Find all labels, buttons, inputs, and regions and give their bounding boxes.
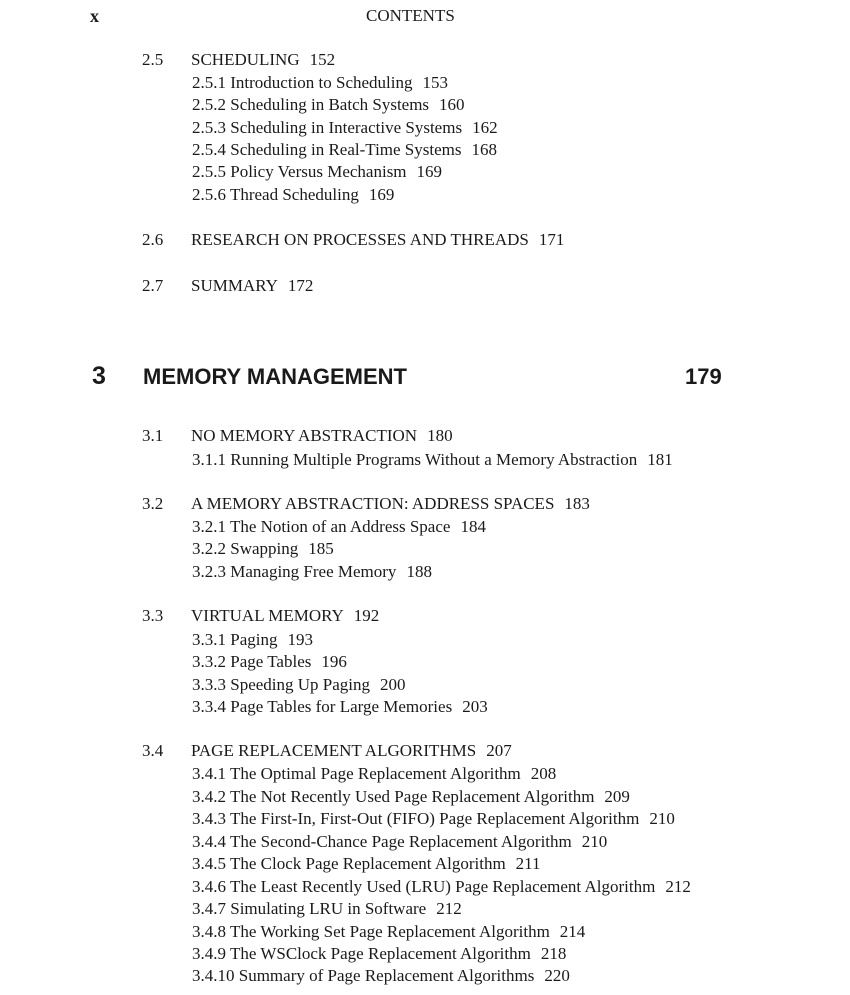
subsection-number: 3.4.10 bbox=[192, 966, 235, 985]
subsection-number: 3.1.1 bbox=[192, 450, 226, 469]
subsection-title: The Clock Page Replacement Algorithm bbox=[229, 854, 506, 873]
subsection-title: The Not Recently Used Page Replacement Algorithm bbox=[229, 787, 595, 806]
subsection-title: The WSClock Page Replacement Algorithm bbox=[229, 944, 531, 963]
section-number: 2.6 bbox=[142, 230, 164, 249]
subsection-number: 2.5.1 bbox=[192, 73, 226, 92]
section-page: 172 bbox=[287, 276, 314, 295]
toc-subsection[interactable] bbox=[192, 630, 313, 650]
subsection-title: Swapping bbox=[230, 539, 299, 558]
subsection-title: Thread Scheduling bbox=[229, 185, 359, 204]
subsection-title: The Second-Chance Page Replacement Algorithm bbox=[229, 832, 572, 851]
subsection-number: 3.2.1 bbox=[192, 517, 226, 536]
subsection-number: 3.4.3 bbox=[192, 809, 226, 828]
section-entry[interactable] bbox=[191, 494, 590, 514]
subsection-page: 208 bbox=[530, 764, 557, 783]
subsection-page: 218 bbox=[540, 944, 567, 963]
toc-subsection[interactable] bbox=[192, 697, 488, 717]
subsection-title: Scheduling in Batch Systems bbox=[230, 95, 430, 114]
section-page: 183 bbox=[564, 494, 590, 513]
subsection-page: 200 bbox=[380, 675, 406, 694]
section-title: VIRTUAL MEMORY bbox=[191, 606, 344, 625]
subsection-number: 2.5.4 bbox=[192, 140, 226, 159]
subsection-number: 3.4.8 bbox=[192, 922, 226, 941]
subsection-title: The Working Set Page Replacement Algorithm bbox=[229, 922, 550, 941]
subsection-number: 3.3.4 bbox=[192, 697, 226, 716]
section-entry[interactable] bbox=[191, 50, 335, 70]
subsection-title: Running Multiple Programs Without a Memory Abstraction bbox=[230, 450, 638, 469]
section-title: SCHEDULING bbox=[191, 50, 300, 69]
subsection-title: Scheduling in Interactive Systems bbox=[230, 118, 463, 137]
subsection-title: Policy Versus Mechanism bbox=[230, 162, 407, 181]
running-header: CONTENTS bbox=[366, 6, 455, 25]
toc-subsection[interactable] bbox=[192, 809, 675, 829]
subsection-number: 3.4.6 bbox=[192, 877, 226, 896]
subsection-number: 2.5.6 bbox=[192, 185, 226, 204]
chapter-page: 179 bbox=[685, 364, 722, 389]
subsection-number: 3.2.3 bbox=[192, 562, 226, 581]
section-page: 171 bbox=[538, 230, 565, 249]
subsection-title: The Least Recently Used (LRU) Page Replacement Algorithm bbox=[229, 877, 656, 896]
subsection-title: Page Tables for Large Memories bbox=[230, 697, 453, 716]
toc-subsection[interactable] bbox=[192, 966, 570, 986]
toc-subsection[interactable] bbox=[192, 922, 585, 942]
subsection-number: 3.4.2 bbox=[192, 787, 226, 806]
chapter-title: MEMORY MANAGEMENT bbox=[143, 364, 407, 389]
page-number-roman: x bbox=[90, 6, 99, 26]
subsection-title: Simulating LRU in Software bbox=[230, 899, 427, 918]
toc-subsection[interactable] bbox=[192, 675, 406, 695]
toc-subsection[interactable] bbox=[192, 95, 465, 115]
subsection-page: 214 bbox=[559, 922, 586, 941]
section-page: 192 bbox=[353, 606, 380, 625]
subsection-number: 3.3.2 bbox=[192, 652, 226, 671]
subsection-page: 196 bbox=[321, 652, 347, 671]
subsection-page: 188 bbox=[406, 562, 432, 581]
toc-subsection[interactable] bbox=[192, 118, 498, 138]
subsection-page: 220 bbox=[544, 966, 570, 985]
subsection-title: The Notion of an Address Space bbox=[229, 517, 451, 536]
toc-subsection[interactable] bbox=[192, 787, 630, 807]
section-title: SUMMARY bbox=[191, 276, 278, 295]
subsection-number: 3.4.4 bbox=[192, 832, 226, 851]
subsection-title: Page Tables bbox=[230, 652, 312, 671]
subsection-page: 193 bbox=[287, 630, 313, 649]
section-title: PAGE REPLACEMENT ALGORITHMS bbox=[191, 741, 477, 760]
subsection-page: 168 bbox=[471, 140, 497, 159]
subsection-title: Summary of Page Replacement Algorithms bbox=[238, 966, 535, 985]
section-title: A MEMORY ABSTRACTION: ADDRESS SPACES bbox=[191, 494, 555, 513]
section-number: 2.7 bbox=[142, 276, 164, 295]
section-number: 3.2 bbox=[142, 494, 164, 513]
subsection-page: 181 bbox=[647, 450, 673, 469]
subsection-number: 3.4.7 bbox=[192, 899, 226, 918]
subsection-number: 2.5.2 bbox=[192, 95, 226, 114]
toc-subsection[interactable] bbox=[192, 539, 334, 559]
subsection-page: 162 bbox=[472, 118, 498, 137]
subsection-page: 185 bbox=[308, 539, 334, 558]
toc-subsection[interactable] bbox=[192, 877, 691, 897]
subsection-number: 3.2.2 bbox=[192, 539, 226, 558]
section-number: 3.3 bbox=[142, 606, 164, 625]
section-page: 207 bbox=[486, 741, 512, 760]
section-number: 2.5 bbox=[142, 50, 164, 69]
subsection-page: 153 bbox=[422, 73, 449, 92]
subsection-page: 210 bbox=[581, 832, 608, 851]
subsection-page: 209 bbox=[604, 787, 630, 806]
subsection-page: 203 bbox=[462, 697, 488, 716]
toc-subsection[interactable] bbox=[192, 899, 462, 919]
toc-subsection[interactable] bbox=[192, 162, 442, 182]
subsection-title: The First-In, First-Out (FIFO) Page Replacement Algorithm bbox=[229, 809, 640, 828]
toc-subsection[interactable] bbox=[192, 832, 607, 852]
subsection-page: 210 bbox=[649, 809, 675, 828]
section-number: 3.1 bbox=[142, 426, 164, 445]
subsection-number: 3.4.1 bbox=[192, 764, 226, 783]
toc-subsection[interactable] bbox=[192, 73, 448, 93]
subsection-number: 2.5.5 bbox=[192, 162, 226, 181]
subsection-page: 211 bbox=[515, 854, 541, 873]
toc-subsection[interactable] bbox=[192, 140, 497, 160]
subsection-number: 2.5.3 bbox=[192, 118, 226, 137]
section-entry[interactable] bbox=[191, 276, 313, 296]
section-page: 152 bbox=[309, 50, 336, 69]
toc-subsection[interactable] bbox=[192, 764, 556, 784]
toc-subsection[interactable] bbox=[192, 944, 566, 964]
section-entry[interactable] bbox=[191, 741, 512, 761]
subsection-page: 184 bbox=[460, 517, 486, 536]
section-entry[interactable] bbox=[191, 230, 564, 250]
subsection-page: 212 bbox=[436, 899, 462, 918]
toc-subsection[interactable] bbox=[192, 854, 541, 874]
subsection-page: 160 bbox=[439, 95, 465, 114]
section-entry[interactable] bbox=[191, 426, 453, 446]
subsection-number: 3.4.9 bbox=[192, 944, 226, 963]
chapter-number: 3 bbox=[92, 362, 106, 390]
subsection-title: The Optimal Page Replacement Algorithm bbox=[229, 764, 521, 783]
toc-subsection[interactable] bbox=[192, 562, 432, 582]
section-title: RESEARCH ON PROCESSES AND THREADS bbox=[191, 230, 529, 249]
section-page: 180 bbox=[427, 426, 453, 445]
toc-subsection[interactable] bbox=[192, 652, 347, 672]
subsection-title: Paging bbox=[230, 630, 278, 649]
subsection-page: 169 bbox=[368, 185, 395, 204]
section-number: 3.4 bbox=[142, 741, 164, 760]
subsection-title: Managing Free Memory bbox=[230, 562, 397, 581]
subsection-title: Scheduling in Real-Time Systems bbox=[230, 140, 462, 159]
subsection-number: 3.3.3 bbox=[192, 675, 226, 694]
toc-subsection[interactable] bbox=[192, 517, 486, 537]
toc-subsection[interactable] bbox=[192, 450, 673, 470]
toc-subsection[interactable] bbox=[192, 185, 394, 205]
subsection-page: 212 bbox=[665, 877, 691, 896]
subsection-title: Introduction to Scheduling bbox=[230, 73, 413, 92]
subsection-number: 3.3.1 bbox=[192, 630, 226, 649]
subsection-page: 169 bbox=[416, 162, 443, 181]
subsection-title: Speeding Up Paging bbox=[230, 675, 371, 694]
section-entry[interactable] bbox=[191, 606, 379, 626]
section-title: NO MEMORY ABSTRACTION bbox=[191, 426, 418, 445]
subsection-number: 3.4.5 bbox=[192, 854, 226, 873]
